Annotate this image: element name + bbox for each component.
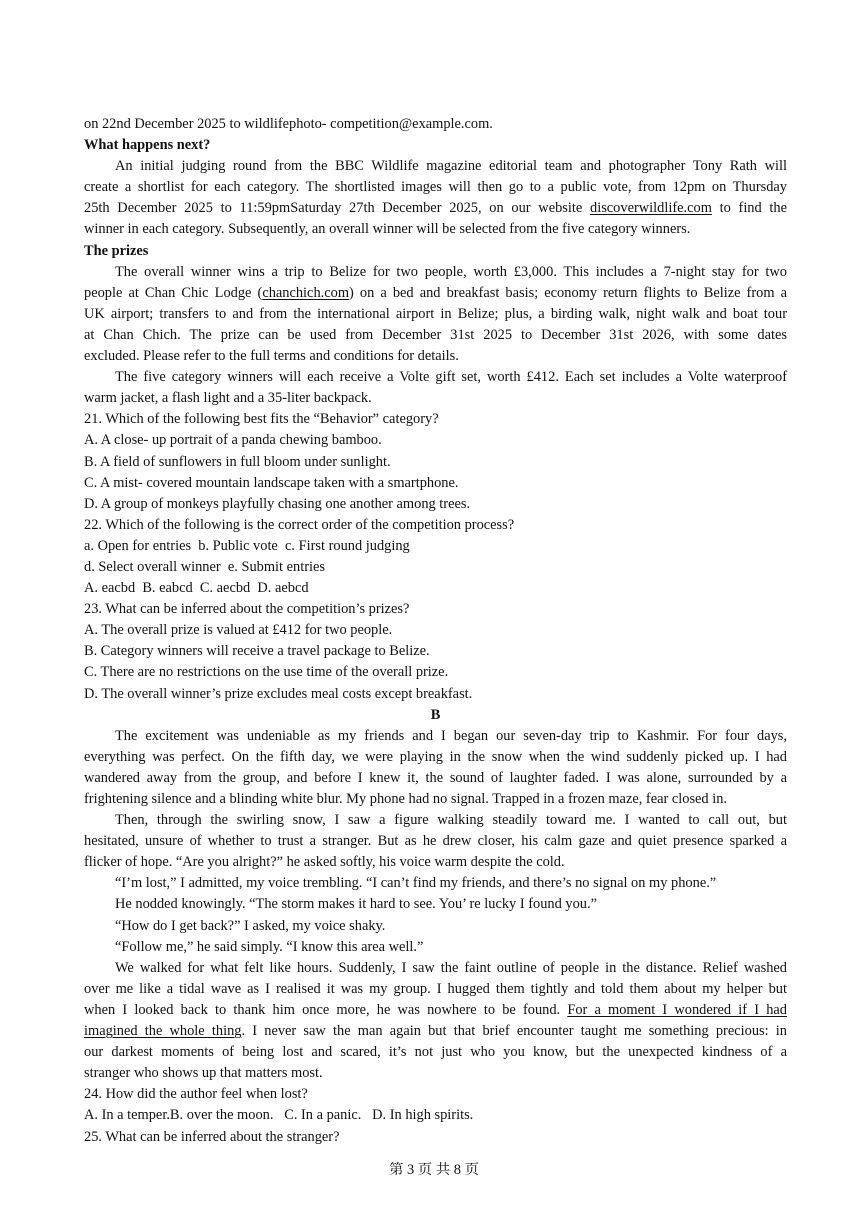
story-line: Then, through the swirling snow, I saw a figure walking steadily toward me. I wanted to call out, but: [115, 812, 787, 829]
story-line: stranger who shows up that matters most.: [84, 1065, 323, 1082]
page-footer: 第 3 页 共 8 页: [389, 1162, 479, 1178]
paragraph-line: at Chan Chich. The prize can be used from December 31st 2025 to December 31st 2026, with some dates: [84, 326, 787, 343]
answer-option: B. Category winners will receive a travel package to Belize.: [84, 643, 430, 660]
dialogue-line: “I’m lost,” I admitted, my voice trembling. “I can’t find my friends, and there’s no signal on my phone.”: [115, 875, 717, 892]
email-line: on 22nd December 2025 to wildlifephoto- competition@example.com.: [84, 116, 493, 132]
question-stem: 23. What can be inferred about the competition’s prizes?: [84, 601, 410, 618]
text-run: 25th December 2025 to 11:59pmSaturday 27th December 2025, on our website: [84, 200, 590, 217]
answer-option: d. Select overall winner e. Submit entries: [84, 558, 325, 575]
answer-option: D. The overall winner’s prize excludes meal costs except breakfast.: [84, 685, 473, 702]
question-stem: 24. How did the author feel when lost?: [84, 1086, 308, 1103]
story-line: over me like a tidal wave as I realised it was my group. I hugged them tightly and told them about my helper but: [84, 980, 787, 997]
dialogue-line: “How do I get back?” I asked, my voice shaky.: [115, 917, 386, 934]
answer-option: a. Open for entries b. Public vote c. First round judging: [84, 537, 410, 554]
paragraph-line: excluded. Please refer to the full terms and conditions for details.: [84, 348, 459, 365]
paragraph-line: create a shortlist for each category. The shortlisted images will then go to a public vote, from 12pm on Thursday: [84, 179, 787, 196]
underlined-sentence: For a moment I wondered if I had: [567, 1001, 787, 1018]
question-stem: 21. Which of the following best fits the “Behavior” category?: [84, 411, 439, 428]
story-line: hesitated, unsure of whether to trust a stranger. But as he drew closer, his calm gaze and quiet presence sparked a: [84, 833, 787, 850]
answer-option: A. The overall prize is valued at £412 for two people.: [84, 622, 393, 639]
answer-option: A. eacbd B. eabcd C. aecbd D. aebcd: [84, 580, 309, 597]
story-line: [84, 1000, 787, 1021]
paragraph-line: warm jacket, a flash light and a 35-liter backpack.: [84, 390, 372, 407]
section-label-b: B: [430, 706, 441, 723]
paragraph-line: The overall winner wins a trip to Belize for two people, worth £3,000. This includes a 7-night stay for two: [115, 263, 787, 280]
question-stem: 22. Which of the following is the correct order of the competition process?: [84, 516, 515, 533]
dialogue-line: “Follow me,” he said simply. “I know this area well.”: [115, 938, 424, 955]
underlined-sentence: imagined the whole thing: [84, 1023, 242, 1040]
paragraph-line: UK airport; transfers to and from the international airport in Belize; plus, a birding walk, night walk and boat tour: [84, 305, 787, 322]
story-line: We walked for what felt like hours. Suddenly, I saw the faint outline of people in the distance. Relief washed: [115, 959, 787, 976]
dialogue-line: He nodded knowingly. “The storm makes it hard to see. You’ re lucky I found you.”: [115, 896, 597, 913]
story-line: our darkest moments of being lost and scared, it’s not just who you know, but the unexpected kindness of a: [84, 1044, 787, 1061]
answer-option: C. There are no restrictions on the use time of the overall prize.: [84, 664, 449, 681]
story-line: flicker of hope. “Are you alright?” he asked softly, his voice warm despite the cold.: [84, 854, 565, 871]
answer-option: D. A group of monkeys playfully chasing one another among trees.: [84, 495, 471, 512]
story-line: [84, 1021, 787, 1042]
story-line: wandered away from the group, and before I knew it, the sound of laughter faded. I was alone, surrounded by a: [84, 769, 787, 786]
document-page: [84, 114, 787, 1148]
story-line: everything was perfect. On the fifth day, we were playing in the snow when the wind suddenly picked up. I had: [84, 748, 787, 765]
answer-option: A. A close- up portrait of a panda chewing bamboo.: [84, 432, 382, 449]
paragraph-line: An initial judging round from the BBC Wildlife magazine editorial team and photographer Tony Rath will: [115, 158, 787, 175]
answer-option: B. A field of sunflowers in full bloom under sunlight.: [84, 453, 391, 470]
paragraph-line: [84, 198, 787, 219]
text-run: ) on a bed and breakfast basis; economy return flights to Belize from a: [349, 284, 788, 301]
text-run: . I never saw the man again but that brief encounter taught me something precious: in: [241, 1023, 787, 1040]
text-run: when I looked back to thank him once more, he was nowhere to be found.: [84, 1001, 568, 1018]
answer-option: C. A mist- covered mountain landscape taken with a smartphone.: [84, 474, 459, 491]
heading-what-happens-next: What happens next?: [84, 137, 211, 154]
question-stem: 25. What can be inferred about the stranger?: [84, 1128, 340, 1145]
website-link[interactable]: discoverwildlife.com: [590, 200, 712, 217]
heading-the-prizes: The prizes: [84, 242, 149, 259]
lodge-link[interactable]: chanchich.com: [262, 284, 350, 301]
text-run: to find the: [711, 200, 788, 217]
story-line: The excitement was undeniable as my friends and I began our seven-day trip to Kashmir. For four days,: [115, 727, 787, 744]
paragraph-line: The five category winners will each receive a Volte gift set, worth £412. Each set includes a Volte waterproof: [115, 369, 787, 386]
answer-option: A. In a temper.B. over the moon. C. In a panic. D. In high spirits.: [84, 1107, 474, 1124]
paragraph-line: [84, 283, 787, 304]
text-run: people at Chan Chic Lodge (: [84, 284, 263, 301]
story-line: frightening silence and a blinding white blur. My phone had no signal. Trapped in a frozen maze, fear closed in.: [84, 791, 728, 807]
paragraph-line: winner in each category. Subsequently, an overall winner will be selected from the five category winners.: [84, 221, 691, 238]
